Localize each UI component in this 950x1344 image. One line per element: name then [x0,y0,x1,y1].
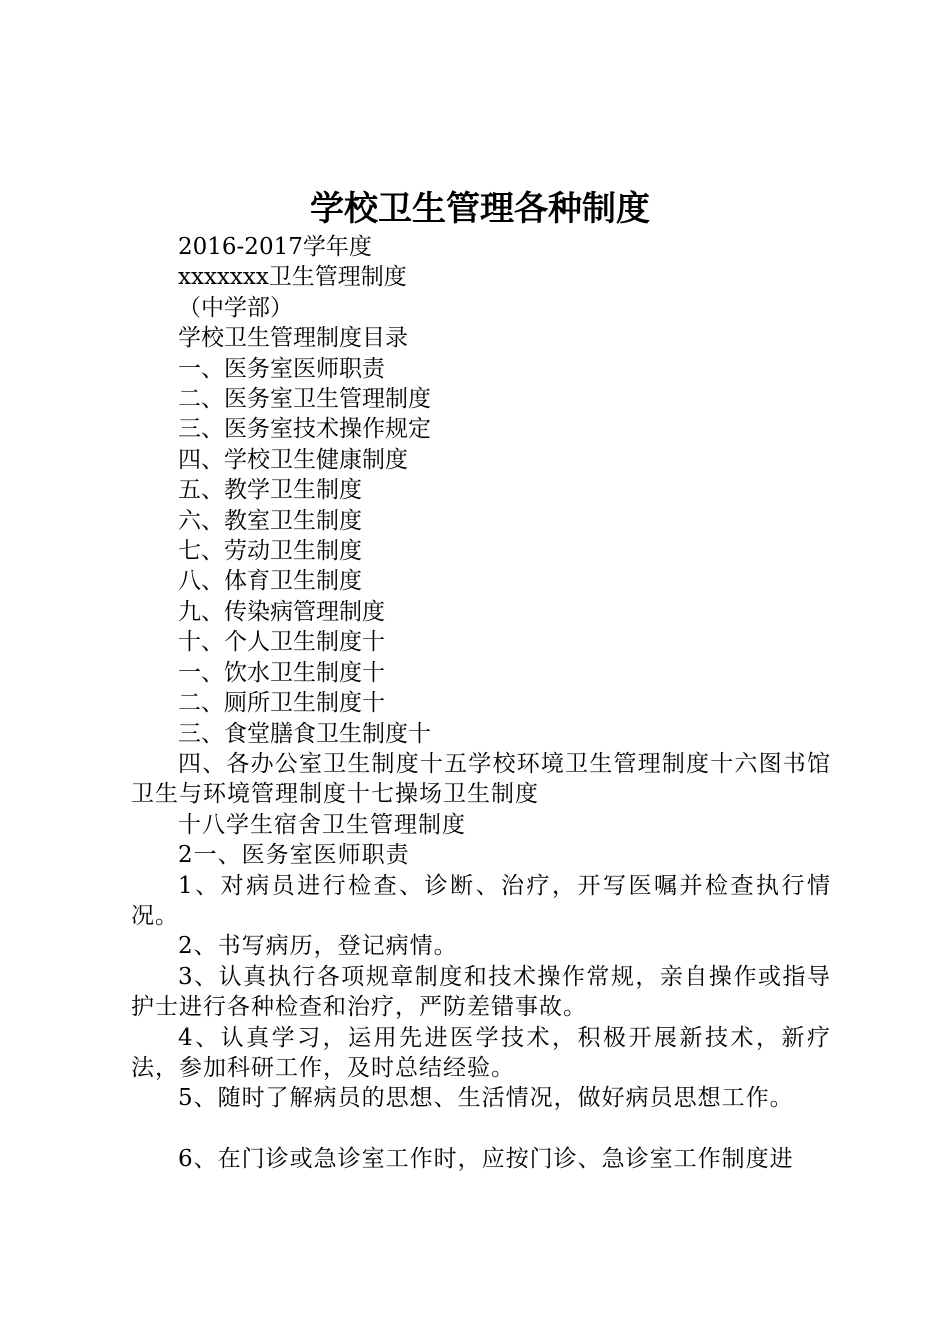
toc-item: 五、教学卫生制度 [178,477,362,504]
text-line: 学校卫生管理制度目录 [178,325,408,352]
toc-item: 六、教室卫生制度 [178,507,362,534]
toc-item: 九、传染病管理制度 [178,598,385,625]
toc-item: 一、医务室医师职责 [178,355,385,382]
text-line: 2016-2017学年度 [178,234,372,260]
toc-item: 三、医务室技术操作规定 [178,416,431,443]
toc-item: 四、学校卫生健康制度 [178,446,408,473]
paragraph: 5、随时了解病员的思想、生活情况，做好病员思想工作。 [178,1085,794,1112]
section-heading: 2一、医务室医师职责 [178,842,410,869]
toc-item: 二、医务室卫生管理制度 [178,386,431,413]
toc-item: 一、饮水卫生制度十 [178,659,385,686]
text-line: xxxxxxx卫生管理制度 [178,264,407,291]
toc-item: 十、个人卫生制度十 [178,629,385,656]
toc-item: 八、体育卫生制度 [178,568,362,595]
paragraph: 四、各办公室卫生制度十五学校环境卫生管理制度十六图书馆卫生与环境管理制度十七操场卫生制度 [131,750,831,808]
paragraph: 2、书写病历，登记病情。 [178,933,458,960]
document-body [131,232,831,1174]
paragraph: 十八学生宿舍卫生管理制度 [178,811,466,838]
paragraph: 4、认真学习，运用先进医学技术，积极开展新技术，新疗法，参加科研工作，及时总结经验。 [131,1024,831,1081]
text-line: （中学部） [178,294,293,321]
paragraph: 6、在门诊或急诊室工作时，应按门诊、急诊室工作制度进 [178,1145,794,1172]
toc-item: 七、劳动卫生制度 [178,538,362,565]
document-title: 学校卫生管理各种制度 [310,189,650,229]
paragraph: 3、认真执行各项规章制度和技术操作常规，亲自操作或指导护士进行各种检查和治疗，严防差错事故。 [131,963,831,1021]
toc-item: 二、厕所卫生制度十 [178,690,385,717]
paragraph: 1、对病员进行检查、诊断、治疗，开写医嘱并检查执行情况。 [131,872,831,929]
toc-item: 三、食堂膳食卫生制度十 [178,720,431,747]
blank-line [131,1114,831,1144]
